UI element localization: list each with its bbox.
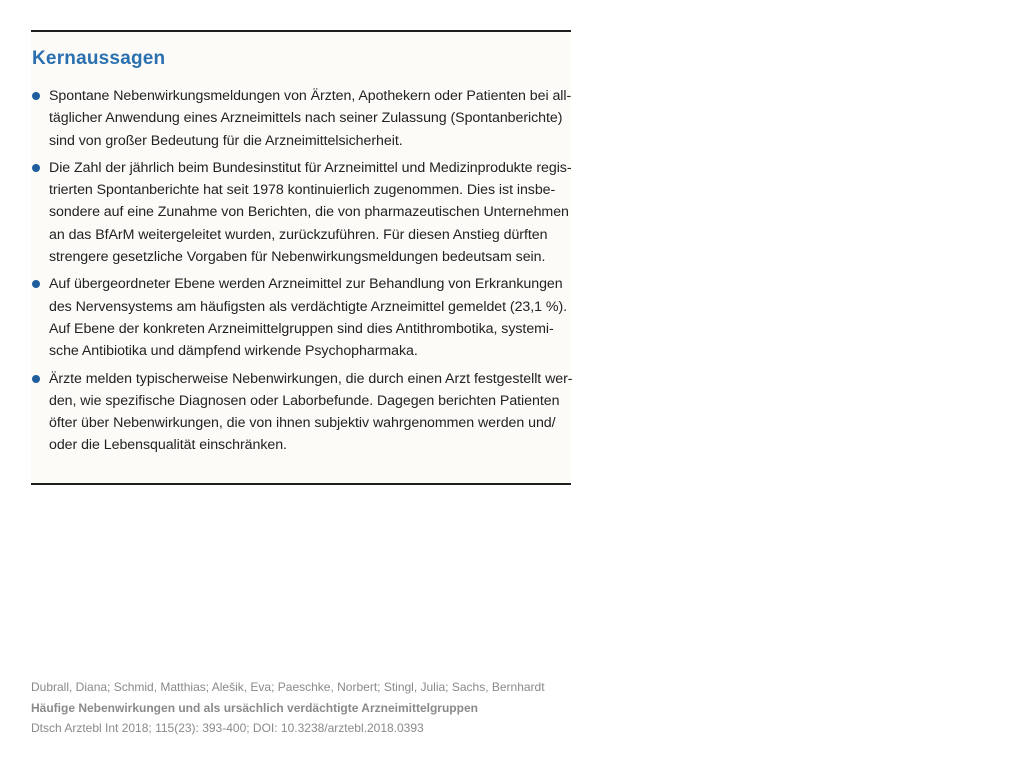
- key-message-line: Ärzte melden typischerweise Nebenwirkungen, die durch einen Arzt festgestellt wer-: [49, 370, 573, 387]
- citation-title: Häufige Nebenwirkungen und als ursächlich verdächtigte Arzneimittelgruppen: [31, 700, 478, 715]
- bullet-dot-icon: [32, 164, 40, 172]
- citation-block: [31, 677, 545, 739]
- key-message-line: strengere gesetzliche Vorgaben für Nebenwirkungsmeldungen bedeutsam sein.: [49, 249, 546, 266]
- key-message-line: an das BfArM weitergeleitet wurden, zurückzuführen. Für diesen Anstieg dürften: [49, 226, 548, 243]
- key-message-2: [32, 157, 572, 268]
- key-message-line: sondere auf eine Zunahme von Berichten, die von pharmazeutischen Unternehmen: [49, 204, 569, 221]
- top-rule: [31, 30, 571, 32]
- key-message-line: sche Antibiotika und dämpfend wirkende Psychopharmaka.: [49, 343, 418, 360]
- key-message-line: öfter über Nebenwirkungen, die von ihnen subjektiv wahrgenommen werden und/: [49, 415, 556, 432]
- key-message-line: sind von großer Bedeutung für die Arzneimittelsicherheit.: [49, 132, 403, 149]
- key-message-3: [32, 273, 572, 362]
- bullet-dot-icon: [32, 280, 40, 288]
- key-message-line: Auf übergeordneter Ebene werden Arzneimittel zur Behandlung von Erkrankungen: [49, 276, 563, 293]
- key-messages-heading: Kernaussagen: [32, 48, 166, 69]
- citation-source: Dtsch Arztebl Int 2018; 115(23): 393-400; DOI: 10.3238/arztebl.2018.0393: [31, 721, 424, 735]
- key-messages-list: [32, 85, 572, 462]
- key-message-line: trierten Spontanberichte hat seit 1978 kontinuierlich zugenommen. Dies ist insbe-: [49, 182, 556, 199]
- key-message-line: des Nervensystems am häufigsten als verdächtigte Arzneimittel gemeldet (23,1 %).: [49, 298, 568, 315]
- key-message-line: Die Zahl der jährlich beim Bundesinstitut für Arzneimittel und Medizinprodukte regis-: [49, 159, 572, 176]
- bullet-dot-icon: [32, 92, 40, 100]
- key-message-4: [32, 368, 572, 457]
- key-message-line: den, wie spezifische Diagnosen oder Laborbefunde. Dagegen berichten Patienten: [49, 392, 560, 409]
- key-message-line: Spontane Nebenwirkungsmeldungen von Ärzten, Apothekern oder Patienten bei all-: [49, 88, 572, 104]
- key-message-1: [32, 85, 572, 152]
- bullet-dot-icon: [32, 375, 40, 383]
- key-message-line: täglicher Anwendung eines Arzneimittels nach seiner Zulassung (Spontanberichte): [49, 110, 563, 127]
- key-message-line: oder die Lebensqualität einschränken.: [49, 437, 287, 454]
- key-message-line: Auf Ebene der konkreten Arzneimittelgruppen sind dies Antithrombotika, systemi-: [49, 320, 554, 337]
- citation-authors: Dubrall, Diana; Schmid, Matthias; Alešik, Eva; Paeschke, Norbert; Stingl, Julia; Sachs, Bernhardt: [31, 680, 545, 694]
- bottom-rule: [31, 483, 571, 485]
